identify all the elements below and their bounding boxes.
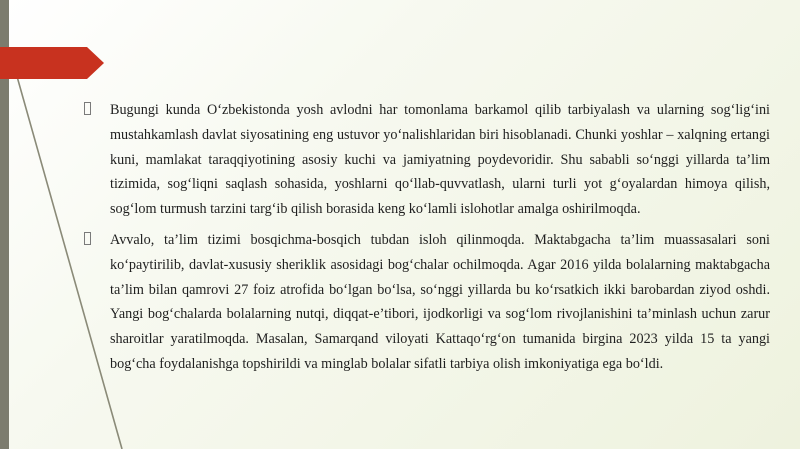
paragraph-2 xyxy=(84,228,770,377)
paragraph-2-text: Avvalo, ta’lim tizimi bosqichma-bosqich tubdan isloh qilinmoqda. Maktabgacha ta’lim muassasalari soni ko‘paytirilib, davlat-xususiy sheriklik asosidagi bog‘chalar ochilmoqda. Agar 2016 yilda bolalarning maktabgacha ta’lim bilan qamrovi 27 foiz atrofida bo‘lgan bo‘lsa, so‘nggi yillarda bu ko‘rsatkich ikki barobardan ziyod oshdi. Yangi bog‘chalarda bolalarning nutqi, diqqat-e’tibori, ijodkorligi va sog‘lom rivojlanishini ta’minlash uchun zarur sharoitlar yaratilmoqda. Masalan, Samarqand viloyati Kattaqo‘rg‘on tumanida birgina 2023 yilda 15 ta yangi bog‘cha foydalanishga topshirildi va minglab bolalar sifatli tarbiya olish imkoniyatiga ega bo‘ldi. xyxy=(110,231,770,372)
square-outline-icon xyxy=(84,102,91,115)
accent-arrow-banner xyxy=(0,47,104,79)
paragraph-1-text: Bugungi kunda O‘zbekistonda yosh avlodni har tomonlama barkamol qilib tarbiyalash va ularning sog‘lig‘ini mustahkamlash davlat siyosatining eng ustuvor yo‘nalishlaridan biri hisoblanadi. Chunki yoshlar – xalqning ertangi kuni, mamlakat taraqqiyotining asosiy kuchi va jamiyatning poydevoridir. Shu sababli so‘nggi yillarda ta’lim tizimida, sog‘liqni saqlash sohasida, yoshlarni qo‘llab-quvvatlash, ularni turli yot g‘oyalardan himoya qilish, sog‘lom turmush tarzini targ‘ib qilish borasida keng ko‘lamli islohotlar amalga oshirilmoqda. xyxy=(110,102,770,218)
slide-content xyxy=(84,98,770,383)
square-outline-icon xyxy=(84,232,91,245)
paragraph-1 xyxy=(84,98,770,222)
